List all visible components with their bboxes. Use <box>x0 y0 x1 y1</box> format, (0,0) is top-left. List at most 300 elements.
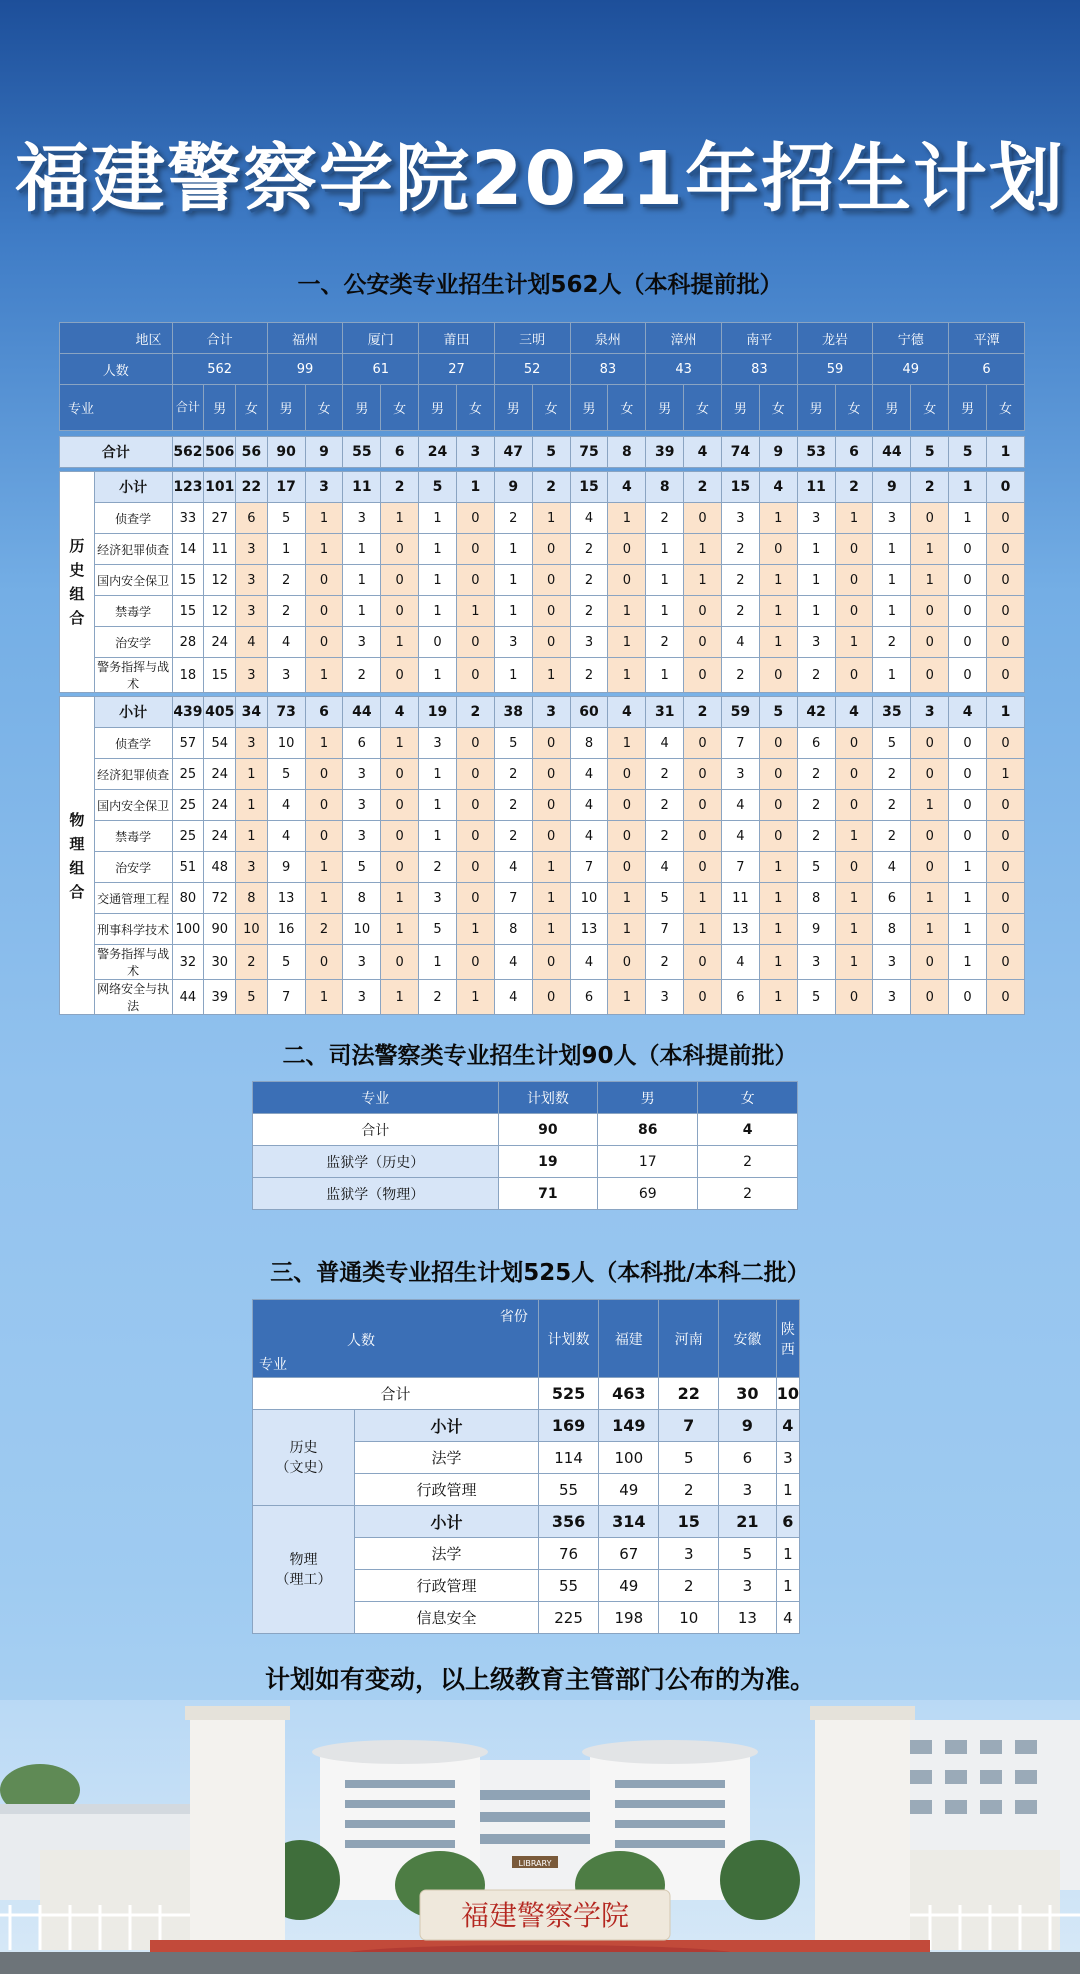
total-count: 562 <box>172 354 267 385</box>
cell: 0 <box>835 759 873 790</box>
sub-female-label: 女 <box>684 385 722 431</box>
cell: 1 <box>305 503 343 534</box>
col-header: 专业 <box>253 1082 499 1114</box>
cell: 4 <box>608 697 646 728</box>
cell: 0 <box>381 596 419 627</box>
cell: 0 <box>684 852 722 883</box>
cell: 49 <box>599 1474 659 1506</box>
city-header: 平潭 <box>949 323 1025 354</box>
cell: 2 <box>267 596 305 627</box>
cell: 1 <box>532 883 570 914</box>
col-header: 计划数 <box>498 1082 598 1114</box>
cell: 0 <box>456 852 494 883</box>
cell: 0 <box>759 790 797 821</box>
cell: 0 <box>456 883 494 914</box>
major-name: 刑事科学技术 <box>94 914 172 945</box>
cell: 4 <box>721 627 759 658</box>
cell: 2 <box>646 945 684 980</box>
subtotal-row <box>60 697 1025 728</box>
major-row <box>60 945 1025 980</box>
cell: 1 <box>456 914 494 945</box>
cell: 2 <box>419 852 457 883</box>
cell: 0 <box>456 728 494 759</box>
cell: 2 <box>494 821 532 852</box>
cell: 2 <box>494 759 532 790</box>
cell: 39 <box>204 980 236 1015</box>
cell: 2 <box>659 1570 719 1602</box>
cell: 8 <box>797 883 835 914</box>
col-header: 女 <box>698 1082 798 1114</box>
cell: 监狱学（物理） <box>253 1178 499 1210</box>
cell: 10 <box>659 1602 719 1634</box>
cell: 8 <box>873 914 911 945</box>
major-row <box>60 503 1025 534</box>
cell: 4 <box>608 472 646 503</box>
group-name-line1: 物理 <box>289 1551 318 1568</box>
cell: 0 <box>911 945 949 980</box>
cell: 5 <box>267 503 305 534</box>
cell: 2 <box>532 472 570 503</box>
cell: 90 <box>498 1114 598 1146</box>
cell: 2 <box>494 790 532 821</box>
cell: 1 <box>532 658 570 693</box>
cell: 3 <box>721 759 759 790</box>
cell: 0 <box>456 503 494 534</box>
cell: 463 <box>599 1378 659 1410</box>
cell: 合计 <box>253 1114 499 1146</box>
cell: 4 <box>570 790 608 821</box>
cell: 1 <box>776 1570 799 1602</box>
cell: 1 <box>759 596 797 627</box>
major-name: 治安学 <box>94 852 172 883</box>
cell: 8 <box>646 472 684 503</box>
cell: 6 <box>797 728 835 759</box>
cell: 4 <box>570 945 608 980</box>
col-total-header: 合计 <box>172 323 267 354</box>
cell: 0 <box>381 565 419 596</box>
cell: 1 <box>759 627 797 658</box>
cell: 2 <box>721 565 759 596</box>
cell: 1 <box>684 883 722 914</box>
cell: 4 <box>776 1602 799 1634</box>
cell: 1 <box>759 945 797 980</box>
cell: 0 <box>381 534 419 565</box>
cell: 35 <box>873 697 911 728</box>
cell: 31 <box>646 697 684 728</box>
cell: 1 <box>494 596 532 627</box>
cell: 3 <box>494 627 532 658</box>
major-name: 警务指挥与战术 <box>94 658 172 693</box>
cell: 6 <box>236 503 268 534</box>
cell: 6 <box>381 437 419 468</box>
cell: 21 <box>719 1506 777 1538</box>
cell: 30 <box>204 945 236 980</box>
city-total: 52 <box>494 354 570 385</box>
cell: 1 <box>911 883 949 914</box>
cell: 5 <box>267 945 305 980</box>
row-label: 小计 <box>355 1410 539 1442</box>
section2-title: 二、司法警察类专业招生计划90人（本科提前批） <box>282 1043 798 1069</box>
cell: 2 <box>797 790 835 821</box>
cell: 0 <box>987 596 1025 627</box>
cell: 2 <box>698 1146 798 1178</box>
cell: 0 <box>532 790 570 821</box>
city-total: 27 <box>419 354 495 385</box>
sub-female-label: 女 <box>381 385 419 431</box>
cell: 72 <box>204 883 236 914</box>
police-plan-table <box>59 322 1025 1015</box>
cell: 0 <box>987 883 1025 914</box>
cell: 69 <box>598 1178 698 1210</box>
cell: 1 <box>797 596 835 627</box>
cell: 39 <box>646 437 684 468</box>
cell: 56 <box>236 437 268 468</box>
cell: 2 <box>419 980 457 1015</box>
cell: 1 <box>419 658 457 693</box>
sub-female-label: 女 <box>987 385 1025 431</box>
cell: 4 <box>721 945 759 980</box>
cell: 1 <box>608 503 646 534</box>
cell: 0 <box>911 980 949 1015</box>
cell: 15 <box>721 472 759 503</box>
cell: 2 <box>305 914 343 945</box>
cell: 4 <box>646 728 684 759</box>
cell: 0 <box>608 821 646 852</box>
cell: 3 <box>343 627 381 658</box>
cell: 1 <box>343 596 381 627</box>
group-name: 历史组合 <box>69 537 85 627</box>
cell: 1 <box>949 852 987 883</box>
header-row <box>60 354 1025 385</box>
cell: 3 <box>659 1538 719 1570</box>
cell: 1 <box>873 534 911 565</box>
cell: 3 <box>797 503 835 534</box>
cell: 0 <box>456 790 494 821</box>
cell: 1 <box>494 658 532 693</box>
cell: 12 <box>204 596 236 627</box>
major-row <box>60 627 1025 658</box>
cell: 0 <box>759 658 797 693</box>
group-name: 物理组合 <box>69 810 85 901</box>
cell: 1 <box>949 503 987 534</box>
cell: 3 <box>456 437 494 468</box>
cell: 1 <box>835 821 873 852</box>
cell: 44 <box>873 437 911 468</box>
cell: 11 <box>204 534 236 565</box>
cell: 3 <box>236 852 268 883</box>
cell: 5 <box>646 883 684 914</box>
cell: 1 <box>381 503 419 534</box>
cell: 1 <box>381 627 419 658</box>
cell: 3 <box>532 697 570 728</box>
cell: 60 <box>570 697 608 728</box>
cell: 1 <box>684 534 722 565</box>
cell: 3 <box>419 883 457 914</box>
cell: 5 <box>911 437 949 468</box>
cell: 2 <box>873 790 911 821</box>
cell: 55 <box>538 1570 598 1602</box>
cell: 0 <box>835 980 873 1015</box>
group-name-line2: （文史） <box>275 1459 332 1476</box>
cell: 1 <box>797 534 835 565</box>
sub-male-label: 男 <box>494 385 532 431</box>
cell: 24 <box>419 437 457 468</box>
cell: 2 <box>570 534 608 565</box>
cell: 4 <box>494 980 532 1015</box>
cell: 28 <box>172 627 204 658</box>
cell: 7 <box>721 852 759 883</box>
cell: 0 <box>684 790 722 821</box>
cell: 4 <box>721 821 759 852</box>
cell: 2 <box>721 596 759 627</box>
cell: 4 <box>684 437 722 468</box>
cell: 18 <box>172 658 204 693</box>
cell: 0 <box>684 627 722 658</box>
city-total: 83 <box>570 354 646 385</box>
cell: 4 <box>835 697 873 728</box>
cell: 0 <box>684 596 722 627</box>
city-header: 泉州 <box>570 323 646 354</box>
cell: 44 <box>172 980 204 1015</box>
major-name: 网络安全与执法 <box>94 980 172 1015</box>
cell: 4 <box>949 697 987 728</box>
cell: 6 <box>721 980 759 1015</box>
cell: 2 <box>456 697 494 728</box>
cell: 0 <box>987 627 1025 658</box>
cell: 1 <box>419 534 457 565</box>
subtotal-row <box>253 1506 800 1538</box>
cell: 225 <box>538 1602 598 1634</box>
cell: 562 <box>172 437 204 468</box>
cell: 0 <box>835 728 873 759</box>
major-row <box>60 821 1025 852</box>
cell: 1 <box>646 565 684 596</box>
cell: 6 <box>776 1506 799 1538</box>
header-row <box>253 1082 798 1114</box>
cell: 0 <box>684 728 722 759</box>
city-header: 漳州 <box>646 323 722 354</box>
corner-major: 专业 <box>60 385 173 431</box>
cell: 1 <box>835 627 873 658</box>
cell: 0 <box>456 945 494 980</box>
cell: 10 <box>343 914 381 945</box>
sub-total-label: 合计 <box>172 385 204 431</box>
cell: 1 <box>759 980 797 1015</box>
cell: 0 <box>608 852 646 883</box>
group-label <box>253 1506 355 1634</box>
major-name: 交通管理工程 <box>94 883 172 914</box>
cell: 6 <box>873 883 911 914</box>
cell: 5 <box>873 728 911 759</box>
cell: 1 <box>305 658 343 693</box>
group-name-line1: 历史 <box>289 1439 318 1456</box>
cell: 1 <box>608 883 646 914</box>
major-name: 经济犯罪侦查 <box>94 759 172 790</box>
cell: 90 <box>267 437 305 468</box>
cell: 2 <box>570 565 608 596</box>
cell: 0 <box>305 759 343 790</box>
cell: 0 <box>684 945 722 980</box>
table-row <box>253 1146 798 1178</box>
cell: 1 <box>381 883 419 914</box>
cell: 3 <box>419 728 457 759</box>
cell: 0 <box>835 790 873 821</box>
cell: 24 <box>204 627 236 658</box>
sub-male-label: 男 <box>797 385 835 431</box>
cell: 1 <box>381 980 419 1015</box>
cell: 2 <box>646 821 684 852</box>
col-header: 男 <box>598 1082 698 1114</box>
col-header: 福建 <box>599 1300 659 1378</box>
cell: 1 <box>456 472 494 503</box>
cell: 0 <box>684 821 722 852</box>
cell: 1 <box>305 883 343 914</box>
cell: 3 <box>343 503 381 534</box>
major-name: 禁毒学 <box>94 596 172 627</box>
cell: 5 <box>419 914 457 945</box>
campus-scene-image <box>0 1700 1080 1974</box>
cell: 0 <box>987 472 1025 503</box>
cell: 314 <box>599 1506 659 1538</box>
cell: 8 <box>608 437 646 468</box>
cell: 1 <box>305 852 343 883</box>
cell: 13 <box>721 914 759 945</box>
city-total: 61 <box>343 354 419 385</box>
sub-male-label: 男 <box>343 385 381 431</box>
cell: 33 <box>172 503 204 534</box>
city-header: 福州 <box>267 323 343 354</box>
cell: 7 <box>570 852 608 883</box>
col-header: 陕西 <box>776 1300 799 1378</box>
col-header: 安徽 <box>719 1300 777 1378</box>
row-label: 行政管理 <box>355 1474 539 1506</box>
section3-title: 三、普通类专业招生计划525人（本科批/本科二批） <box>270 1260 810 1286</box>
cell: 2 <box>646 627 684 658</box>
cell: 12 <box>204 565 236 596</box>
cell: 4 <box>267 790 305 821</box>
cell: 48 <box>204 852 236 883</box>
cell: 4 <box>236 627 268 658</box>
cell: 5 <box>759 697 797 728</box>
cell: 4 <box>570 821 608 852</box>
cell: 0 <box>949 790 987 821</box>
cell: 1 <box>305 534 343 565</box>
cell: 8 <box>494 914 532 945</box>
cell: 0 <box>911 728 949 759</box>
judicial-plan-table <box>252 1081 798 1210</box>
col-header: 计划数 <box>538 1300 598 1378</box>
library-sign: LIBRARY <box>518 1859 552 1868</box>
cell: 1 <box>532 914 570 945</box>
cell: 27 <box>204 503 236 534</box>
cell: 1 <box>873 658 911 693</box>
cell: 0 <box>608 534 646 565</box>
cell: 3 <box>343 945 381 980</box>
cell: 123 <box>172 472 204 503</box>
cell: 6 <box>343 728 381 759</box>
cell: 59 <box>721 697 759 728</box>
cell: 0 <box>911 503 949 534</box>
cell: 15 <box>172 596 204 627</box>
cell: 3 <box>236 658 268 693</box>
city-header: 莆田 <box>419 323 495 354</box>
major-row <box>60 759 1025 790</box>
cell: 1 <box>608 914 646 945</box>
cell: 13 <box>719 1602 777 1634</box>
cell: 3 <box>305 472 343 503</box>
cell: 0 <box>381 821 419 852</box>
major-name: 侦查学 <box>94 503 172 534</box>
sub-male-label: 男 <box>267 385 305 431</box>
cell: 3 <box>873 945 911 980</box>
cell: 2 <box>797 759 835 790</box>
city-total: 99 <box>267 354 343 385</box>
cell: 5 <box>494 728 532 759</box>
cell: 1 <box>759 565 797 596</box>
cell: 90 <box>204 914 236 945</box>
cell: 22 <box>659 1378 719 1410</box>
cell: 0 <box>305 596 343 627</box>
cell: 6 <box>570 980 608 1015</box>
cell: 100 <box>172 914 204 945</box>
cell: 525 <box>538 1378 598 1410</box>
cell: 0 <box>684 980 722 1015</box>
cell: 0 <box>456 534 494 565</box>
cell: 3 <box>236 565 268 596</box>
cell: 51 <box>172 852 204 883</box>
major-row <box>60 852 1025 883</box>
cell: 10 <box>236 914 268 945</box>
cell: 监狱学（历史） <box>253 1146 499 1178</box>
cell: 0 <box>532 627 570 658</box>
cell: 0 <box>532 596 570 627</box>
cell: 4 <box>494 945 532 980</box>
cell: 0 <box>987 945 1025 980</box>
major-row <box>60 658 1025 693</box>
cell: 15 <box>570 472 608 503</box>
major-row <box>60 565 1025 596</box>
cell: 1 <box>949 945 987 980</box>
row-label: 小计 <box>94 697 172 728</box>
cell: 86 <box>598 1114 698 1146</box>
poster-title: 福建警察学院2021年招生计划 <box>15 136 1065 222</box>
cell: 1 <box>608 596 646 627</box>
cell: 405 <box>204 697 236 728</box>
major-name: 国内安全保卫 <box>94 790 172 821</box>
cell: 6 <box>719 1442 777 1474</box>
cell: 7 <box>721 728 759 759</box>
cell: 13 <box>267 883 305 914</box>
cell: 0 <box>987 565 1025 596</box>
corner-major: 专业 <box>259 1357 287 1373</box>
cell: 2 <box>721 534 759 565</box>
cell: 10 <box>267 728 305 759</box>
cell: 8 <box>570 728 608 759</box>
cell: 4 <box>570 503 608 534</box>
cell: 13 <box>570 914 608 945</box>
cell: 0 <box>949 728 987 759</box>
cell: 1 <box>949 883 987 914</box>
cell: 1 <box>381 728 419 759</box>
cell: 38 <box>494 697 532 728</box>
cell: 0 <box>949 534 987 565</box>
cell: 1 <box>419 565 457 596</box>
cell: 9 <box>719 1410 777 1442</box>
sub-female-label: 女 <box>759 385 797 431</box>
corner-cell <box>253 1300 539 1378</box>
cell: 0 <box>532 759 570 790</box>
cell: 0 <box>456 658 494 693</box>
